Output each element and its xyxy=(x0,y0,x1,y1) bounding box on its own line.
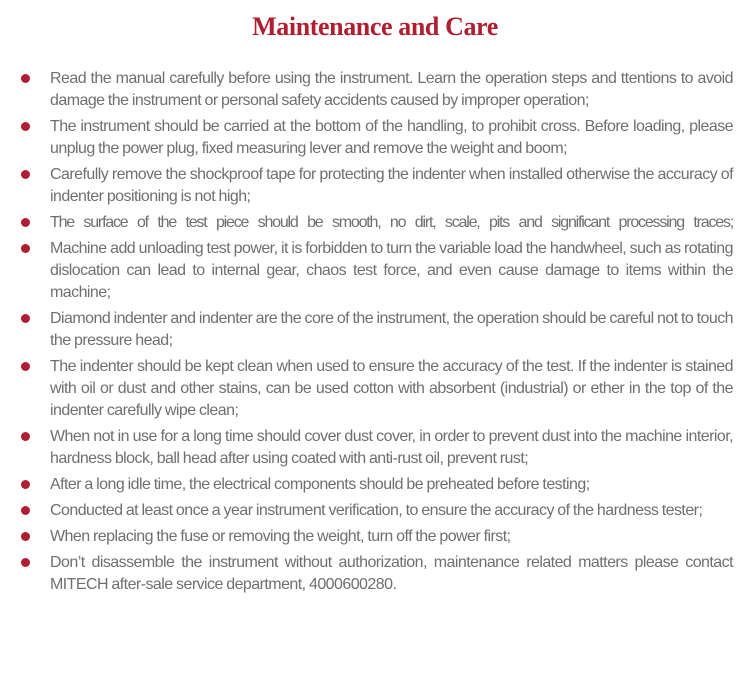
list-item-text: The instrument should be carried at the bottom of the handling, to prohibit cross. Before loading, please unplug the power plug, fixed measuring lever and remove the weight and boom; xyxy=(50,118,733,157)
list-item xyxy=(20,238,733,304)
bullet-icon xyxy=(21,218,30,227)
list-item-text: Carefully remove the shockproof tape for protecting the indenter when installed otherwise the accuracy of indenter positioning is not high; xyxy=(50,166,733,205)
page-title: Maintenance and Care xyxy=(252,12,498,41)
list-item xyxy=(20,526,733,548)
list-item xyxy=(20,552,733,596)
list-item xyxy=(20,212,733,234)
bullet-icon xyxy=(21,480,30,489)
list-item-text: Machine add unloading test power, it is forbidden to turn the variable load the handwheel, such as rotating dislocation can lead to internal gear, chaos test force, and even cause damage to items within the machine; xyxy=(50,240,733,301)
list-item-text: When not in use for a long time should cover dust cover, in order to prevent dust into the machine interior, hardness block, ball head after using coated with anti-rust oil, prevent rust; xyxy=(50,428,733,467)
bullet-icon xyxy=(21,314,30,323)
bullet-icon xyxy=(21,362,30,371)
list-item xyxy=(20,116,733,160)
bullet-icon xyxy=(21,74,30,83)
list-item-text: Conducted at least once a year instrument verification, to ensure the accuracy of the hardness tester; xyxy=(50,502,703,519)
document-page xyxy=(0,12,750,689)
bullet-icon xyxy=(21,244,30,253)
list-item xyxy=(20,308,733,352)
list-item-text: Read the manual carefully before using the instrument. Learn the operation steps and ttentions to avoid damage the instrument or personal safety accidents caused by improper operation; xyxy=(50,70,733,109)
list-item xyxy=(20,356,733,422)
list-item-text: After a long idle time, the electrical components should be preheated before testing; xyxy=(50,476,590,493)
list-item xyxy=(20,500,733,522)
list-item xyxy=(20,164,733,208)
list-item-text: Don’t disassemble the instrument without authorization, maintenance related matters please contact MITECH after-sale service department, 4000600280. xyxy=(50,554,733,593)
list-item-text: When replacing the fuse or removing the weight, turn off the power first; xyxy=(50,528,511,545)
list-item xyxy=(20,474,733,496)
bullet-icon xyxy=(21,122,30,131)
list-item-text: The indenter should be kept clean when used to ensure the accuracy of the test. If the indenter is stained with oil or dust and other stains, can be used cotton with absorbent (industrial) or ether in the top of the indenter carefully wipe clean; xyxy=(50,358,733,419)
bullet-icon xyxy=(21,558,30,567)
bullet-icon xyxy=(21,170,30,179)
list-item-text: Diamond indenter and indenter are the core of the instrument, the operation should be careful not to touch the pressure head; xyxy=(50,310,734,349)
maintenance-list xyxy=(20,68,733,596)
bullet-icon xyxy=(21,532,30,541)
list-item xyxy=(20,68,733,112)
list-item xyxy=(20,426,733,470)
list-item-text: The surface of the test piece should be smooth, no dirt, scale, pits and significant processing traces; xyxy=(50,214,733,231)
bullet-icon xyxy=(21,432,30,441)
bullet-icon xyxy=(21,506,30,515)
